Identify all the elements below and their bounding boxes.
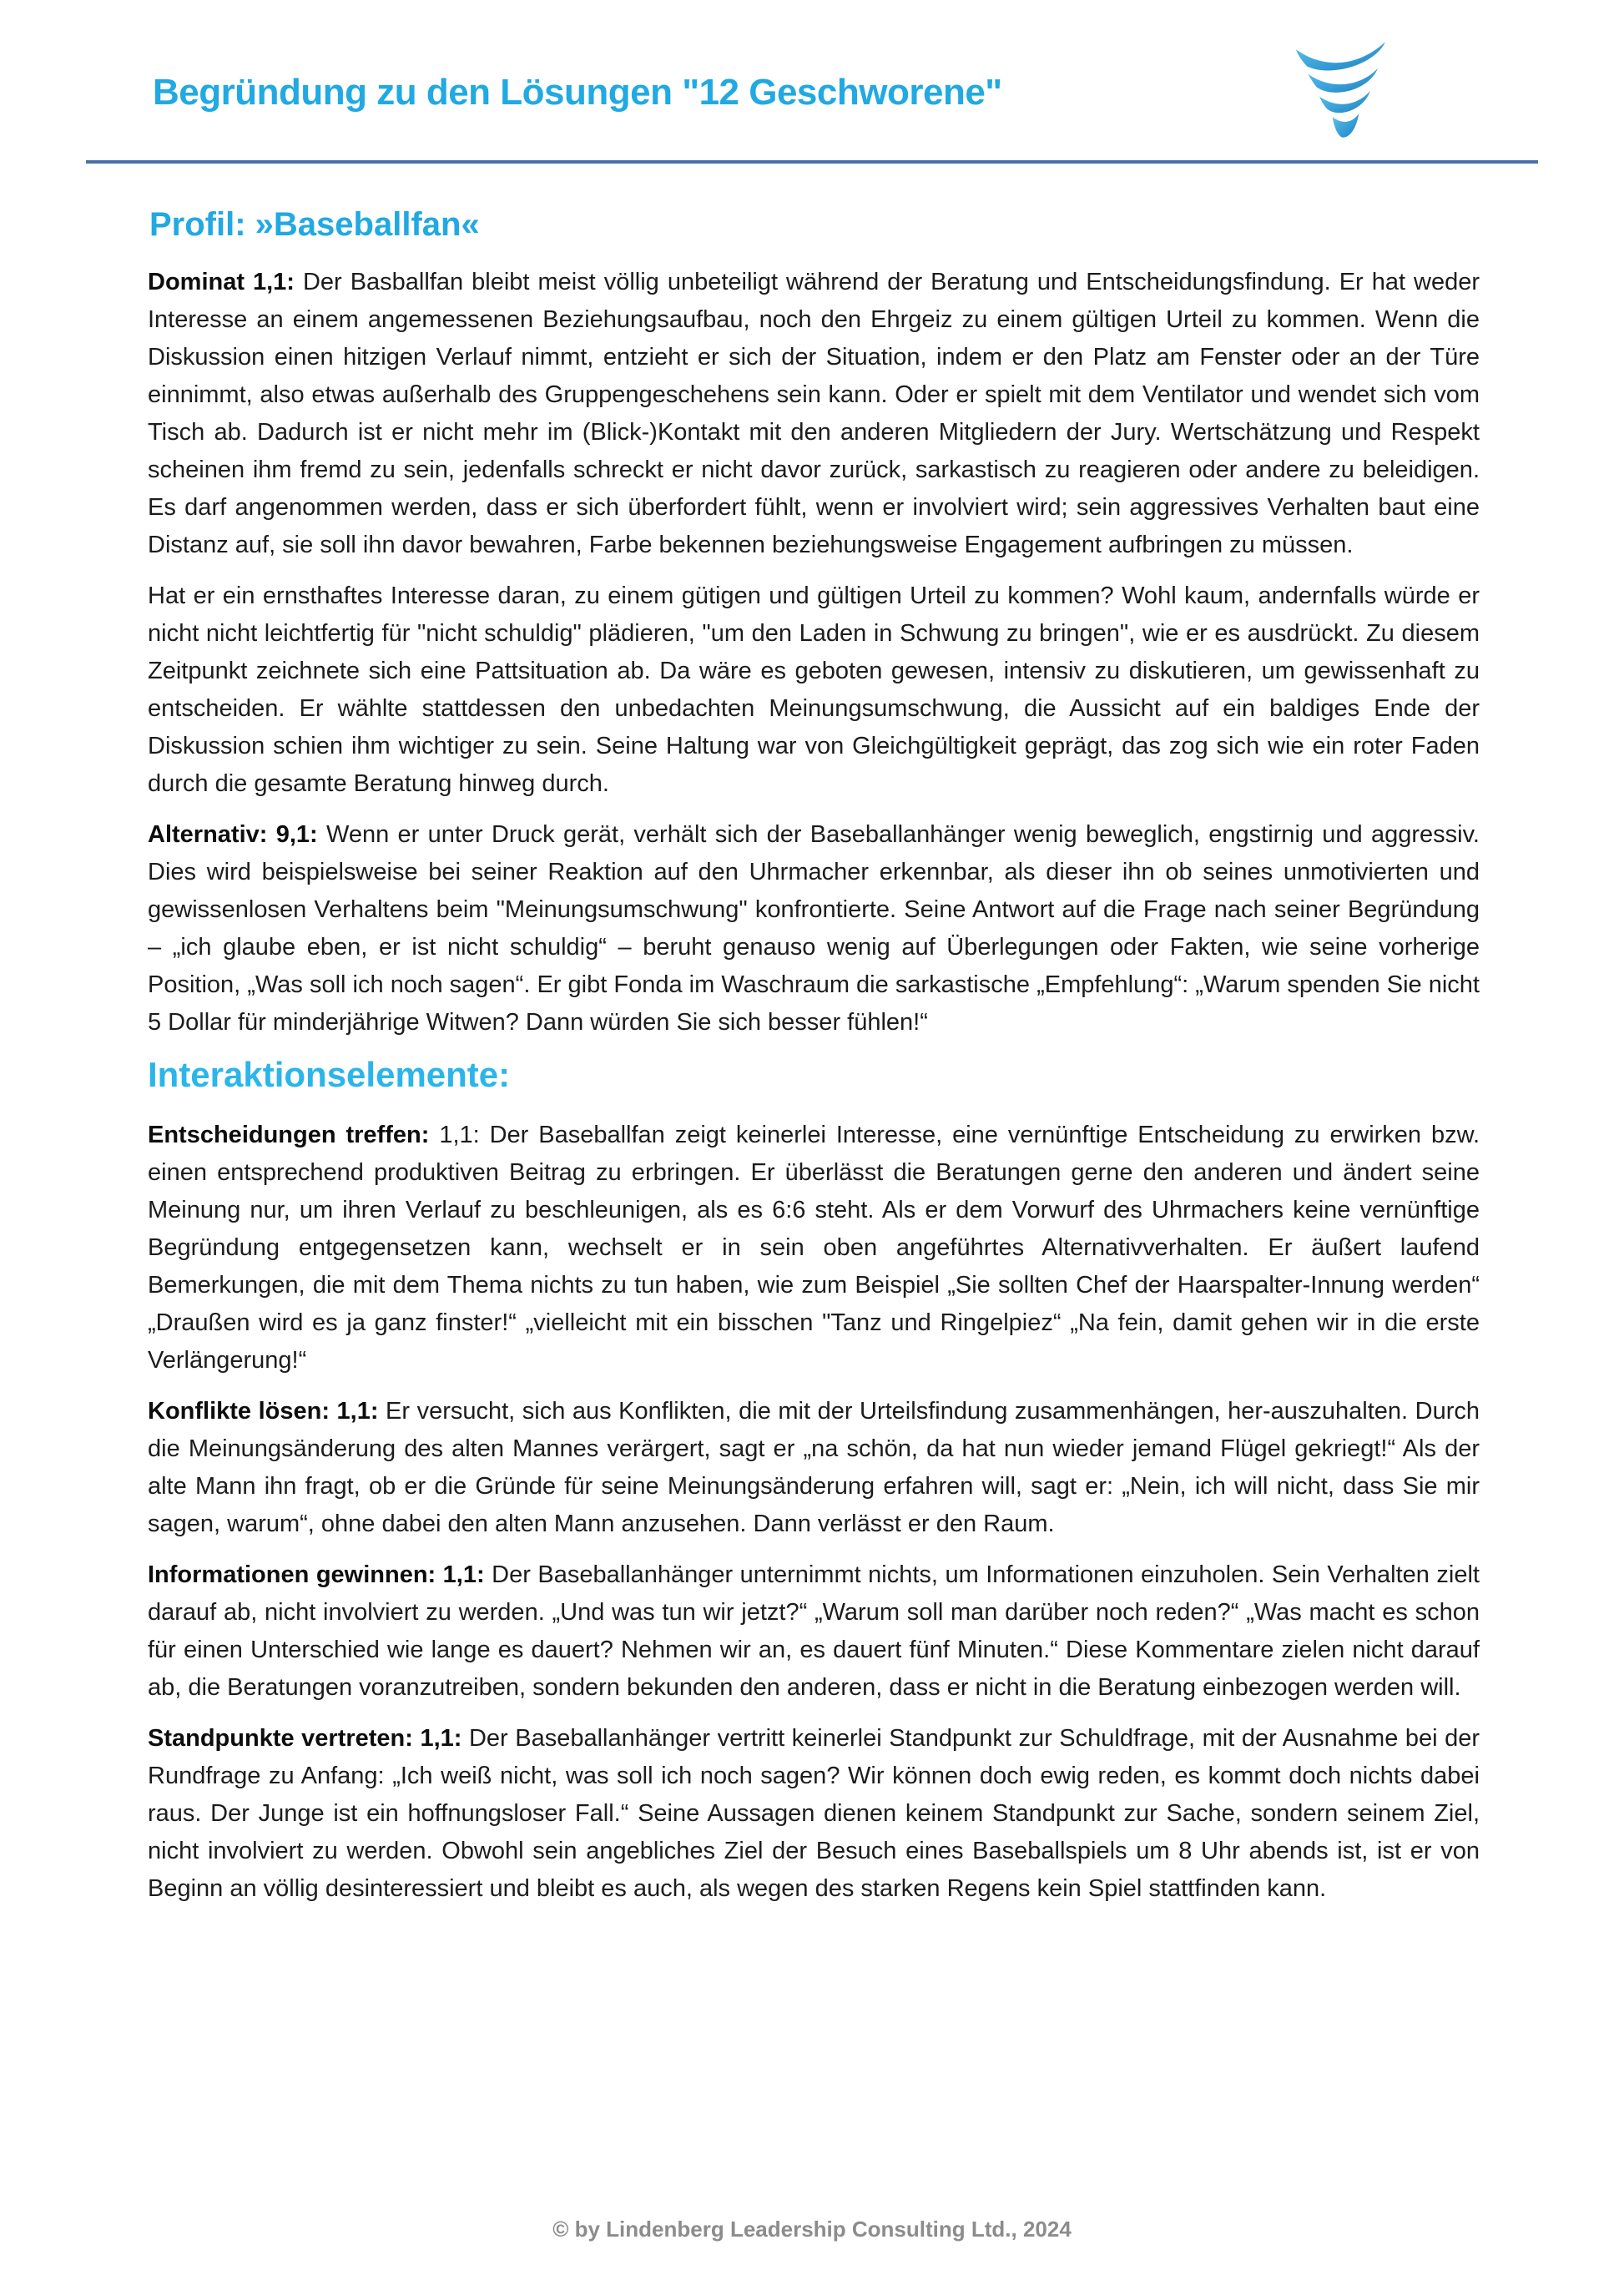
paragraph-text: Er versucht, sich aus Konflikten, die mit der Urteilsfindung zusammenhängen, her-auszuhalten. Durch die Meinungsänderung des alten Mannes verärgert, sagt er „na schön, da hat nun wieder jemand Flügel gekriegt!“ Als der alte Mann ihn fragt, ob er die Gründe für seine Meinungsänderung erfahren will, sagt er: „Nein, ich will nicht, dass Sie mir sagen, warum“, ohne dabei den alten Mann anzusehen. Dann verlässt er den Raum. — [148, 1398, 1480, 1538]
profile-heading: Profil: »Baseballfan« — [149, 206, 480, 243]
paragraph-text: Wenn er unter Druck gerät, verhält sich der Baseballanhänger wenig beweglich, engstirnig und aggressiv. Dies wird beispielsweise bei seiner Reaktion auf den Uhrmacher erkennbar, als dieser ihn ob seines unmotivierten und gewissenlosen Verhaltens beim "Meinungsumschwung" konfrontierte. Seine Antwort auf die Frage nach seiner Begründung – „ich glaube eben, er ist nicht schuldig“ – beruht genauso wenig auf Überlegungen oder Fakten, wie seine vorherige Position, „Was soll ich noch sagen“. Er gibt Fonda im Waschraum die sarkastische „Empfehlung“: „Warum spenden Sie nicht 5 Dollar für minderjährige Witwen? Dann würden Sie sich besser fühlen!“ — [148, 821, 1480, 1036]
profile-paragraph-dominat — [148, 264, 1480, 564]
interaction-paragraph-entscheidungen — [148, 1117, 1480, 1380]
profile-paragraph-alternativ — [148, 816, 1480, 1042]
paragraph-text: Der Basballfan bleibt meist völlig unbeteiligt während der Beratung und Entscheidungsfindung. Er hat weder Interesse an einem angemessenen Beziehungsaufbau, noch den Ehrgeiz zu einem gültigen Urteil zu kommen. Wenn die Diskussion einen hitzigen Verlauf nimmt, entzieht er sich der Situation, indem er den Platz am Fenster oder an der Türe einnimmt, also etwas außerhalb des Gruppengeschehens sein kann. Oder er spielt mit dem Ventilator und wendet sich vom Tisch ab. Dadurch ist er nicht mehr im (Blick-)Kontakt mit den anderen Mitgliedern der Jury. Wertschätzung und Respekt scheinen ihm fremd zu sein, jedenfalls schreckt er nicht davor zurück, sarkastisch zu reagieren oder andere zu beleidigen. Es darf angenommen werden, dass er sich überfordert fühlt, wenn er involviert wird; sein aggressives Verhalten baut eine Distanz auf, sie soll ihn davor bewahren, Farbe bekennen beziehungsweise Engagement aufbringen zu müssen. — [148, 269, 1480, 558]
tornado-logo-icon — [1292, 40, 1390, 144]
profile-paragraph-interesse — [148, 578, 1480, 803]
interaction-heading: Interaktionselemente: — [148, 1055, 511, 1094]
header-divider — [86, 160, 1538, 164]
paragraph-text: Hat er ein ernsthaftes Interesse daran, zu einem gütigen und gültigen Urteil zu kommen? Wohl kaum, andernfalls würde er nicht nicht leichtfertig für "nicht schuldig" plädieren, "um den Laden in Schwung zu bringen", wie er es ausdrückt. Zu diesem Zeitpunkt zeichnete sich eine Pattsituation ab. Da wäre es geboten gewesen, intensiv zu diskutieren, um gewissenhaft zu entscheiden. Er wählte stattdessen den unbedachten Meinungsumschwung, die Aussicht auf ein baldiges Ende der Diskussion schien ihm wichtiger zu sein. Seine Haltung war von Gleichgültigkeit geprägt, das zog sich wie ein roter Faden durch die gesamte Beratung hinweg durch. — [148, 583, 1480, 797]
paragraph-text: Der Baseballanhänger unternimmt nichts, um Informationen einzuholen. Sein Verhalten zielt darauf ab, nicht involviert zu werden. „Und was tun wir jetzt?“ „Warum soll man darüber noch reden?“ „Was macht es schon für einen Unterschied wie lange es dauert? Nehmen wir an, es dauert fünf Minuten.“ Diese Kommentare zielen nicht darauf ab, die Beratungen voranzutreiben, sondern bekunden den anderen, dass er nicht in die Beratung einbezogen werden will. — [148, 1561, 1480, 1702]
page-title: Begründung zu den Lösungen "12 Geschworene" — [153, 72, 1002, 113]
paragraph-lead: Dominat 1,1: — [148, 269, 303, 295]
paragraph-lead: Konflikte lösen: 1,1: — [148, 1398, 386, 1425]
interaction-paragraph-informationen — [148, 1556, 1480, 1707]
paragraph-text: 1,1: Der Baseballfan zeigt keinerlei Interesse, eine vernünftige Entscheidung zu erwirken bzw. einen entsprechend produktiven Beitrag zu erbringen. Er überlässt die Beratungen gerne den anderen und ändert seine Meinung nur, um ihren Verlauf zu beschleunigen, als es 6:6 steht. Als er dem Vorwurf des Uhrmachers keine vernünftige Begründung entgegensetzen kann, wechselt er in sein oben angeführtes Alternativverhalten. Er äußert laufend Bemerkungen, die mit dem Thema nichts zu tun haben, wie zum Beispiel „Sie sollten Chef der Haarspalter-Innung werden“ „Draußen wird es ja ganz finster!“ „vielleicht mit ein bisschen "Tanz und Ringelpiez“ „Na fein, damit gehen wir in die erste Verlängerung!“ — [148, 1122, 1480, 1374]
document-body — [148, 199, 1480, 1921]
paragraph-text: Der Baseballanhänger vertritt keinerlei Standpunkt zur Schuldfrage, mit der Ausnahme bei der Rundfrage zu Anfang: „Ich weiß nicht, was soll ich noch sagen? Wir können doch ewig reden, es kommt doch nichts dabei raus. Der Junge ist ein hoffnungsloser Fall.“ Seine Aussagen dienen keinem Standpunkt zur Sache, sondern seinem Ziel, nicht involviert zu werden. Obwohl sein angebliches Ziel der Besuch eines Baseballspiels um 8 Uhr abends ist, ist er von Beginn an völlig desinteressiert und bleibt es auch, als wegen des starken Regens kein Spiel stattfinden kann. — [148, 1725, 1480, 1903]
paragraph-lead: Alternativ: 9,1: — [148, 821, 326, 848]
interaction-paragraph-konflikte — [148, 1393, 1480, 1543]
footer-copyright: © by Lindenberg Leadership Consulting Ltd., 2024 — [552, 2217, 1072, 2242]
interaction-paragraph-standpunkte — [148, 1720, 1480, 1908]
paragraph-lead: Standpunkte vertreten: 1,1: — [148, 1725, 469, 1753]
paragraph-lead: Informationen gewinnen: 1,1: — [148, 1561, 492, 1589]
paragraph-lead: Entscheidungen treffen: — [148, 1122, 440, 1149]
